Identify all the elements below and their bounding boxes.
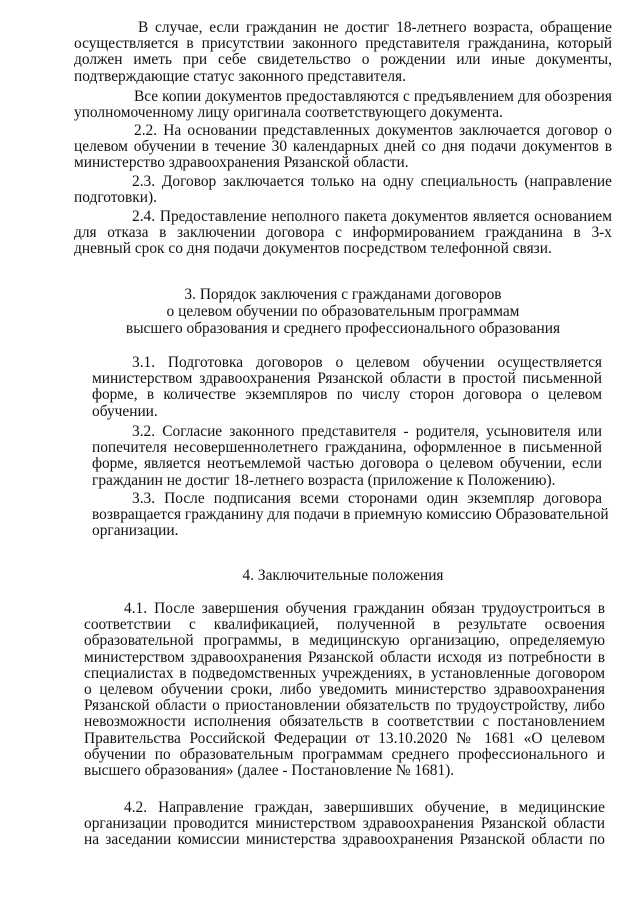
text-line: организации. xyxy=(92,522,179,540)
paragraph-2-4 xyxy=(74,209,612,258)
paragraph-2-2 xyxy=(74,123,612,172)
text-line: подтверждающие статус законного представителя. xyxy=(74,67,406,85)
text-line: образовательной программы, в медицинскую организацию, определяемую xyxy=(84,632,605,650)
text-line: 3.2. Согласие законного представителя - родителя, усыновителя или xyxy=(132,423,602,440)
text-line: дневный срок со дня подачи документов посредством телефонной связи. xyxy=(74,240,552,258)
text-line: попечителя несовершеннолетнего гражданина, оформленное в письменной xyxy=(92,439,602,457)
text-line: 2.4. Предоставление неполного пакета документов является основанием xyxy=(132,208,612,225)
text-line: Правительства Российской Федерации от 13.10.2020 № 1681 «О целевом xyxy=(84,729,605,747)
text-line: организации проводится министерством здравоохранения Рязанской области xyxy=(84,815,605,833)
text-line: о целевом обучении сроки, либо уведомить министерство здравоохранения xyxy=(84,680,605,698)
text-line: возвращается гражданину для подачи в приемную комиссию Образовательной xyxy=(92,506,609,524)
text-line: 3.3. После подписания всеми сторонами один экземпляр договора xyxy=(132,490,602,507)
text-line: Все копии документов предоставляются с предъявлением для обозрения xyxy=(134,88,612,105)
text-line: соответствии с квалификацией, полученной в результате освоения xyxy=(84,616,605,634)
text-line: для отказа в заключении договора с информированием гражданина в 3-х xyxy=(74,224,612,242)
text-line: специалистах в подведомственных учреждениях, в установленные договором xyxy=(84,664,605,682)
text-line: 4.1. После завершения обучения гражданин обязан трудоустроиться в xyxy=(124,600,605,617)
text-line: целевом обучении в течение 30 календарных дней со дня подачи документов в xyxy=(74,138,612,156)
paragraph-3-3 xyxy=(92,490,609,540)
text-line: 2.3. Договор заключается только на одну специальность (направление xyxy=(132,173,612,190)
paragraph-minor-citizen xyxy=(74,20,612,85)
text-line: министерство здравоохранения Рязанской области. xyxy=(74,154,409,172)
text-line: осуществляется в присутствии законного представителя гражданина, который xyxy=(74,35,612,53)
text-line: 2.2. На основании представленных документов заключается договор о xyxy=(134,122,612,139)
paragraph-3-1 xyxy=(92,355,602,420)
text-line: министерством здравоохранения Рязанской области исходя из потребности в xyxy=(84,648,605,666)
paragraph-3-2 xyxy=(92,424,602,489)
text-line: гражданин не достиг 18-летнего возраста (приложение к Положению). xyxy=(92,471,556,489)
text-line: Рязанской области о приостановлении обязательств по трудоустройству, либо xyxy=(84,697,605,715)
paragraph-2-3 xyxy=(74,174,612,206)
section-3-heading xyxy=(74,286,612,337)
paragraph-4-2 xyxy=(84,800,605,849)
text-line: форме, в количестве экземпляров по числу сторон договора о целевом xyxy=(92,386,602,404)
heading-line: высшего образования и среднего профессионального образования xyxy=(125,320,561,337)
text-line: высшего образования» (далее - Постановление № 1681). xyxy=(84,761,455,779)
section-4-heading xyxy=(74,567,612,584)
text-line: 4.2. Направление граждан, завершивших обучение, в медицинские xyxy=(124,799,605,816)
text-line: невозможности исполнения обязательств в соответствии с постановлением xyxy=(84,713,605,731)
text-line: министерством здравоохранения Рязанской области в простой письменной xyxy=(92,370,602,388)
paragraph-copies xyxy=(74,89,612,121)
heading-line: 4. Заключительные положения xyxy=(242,567,444,584)
text-line: форме, является неотъемлемой частью договора о целевом обучении, если xyxy=(92,455,602,473)
paragraph-4-1 xyxy=(84,601,605,779)
text-line: должен иметь при себе свидетельство о рождении или иные документы, xyxy=(74,51,612,69)
heading-line: о целевом обучении по образовательным программам xyxy=(166,303,520,320)
text-line: 3.1. Подготовка договоров о целевом обучении осуществляется xyxy=(132,354,602,371)
text-line: на заседании комиссии министерства здравоохранения Рязанской области по xyxy=(84,831,605,849)
text-line: В случае, если гражданин не достиг 18-летнего возраста, обращение xyxy=(138,19,612,36)
text-line: уполномоченному лицу оригинала соответствующего документа. xyxy=(74,104,503,122)
text-line: обучении. xyxy=(92,402,158,420)
text-line: подготовки). xyxy=(74,189,157,207)
heading-line: 3. Порядок заключения с гражданами договоров xyxy=(184,286,502,303)
text-line: обучении по образовательным программам среднего профессионального и xyxy=(84,745,605,763)
